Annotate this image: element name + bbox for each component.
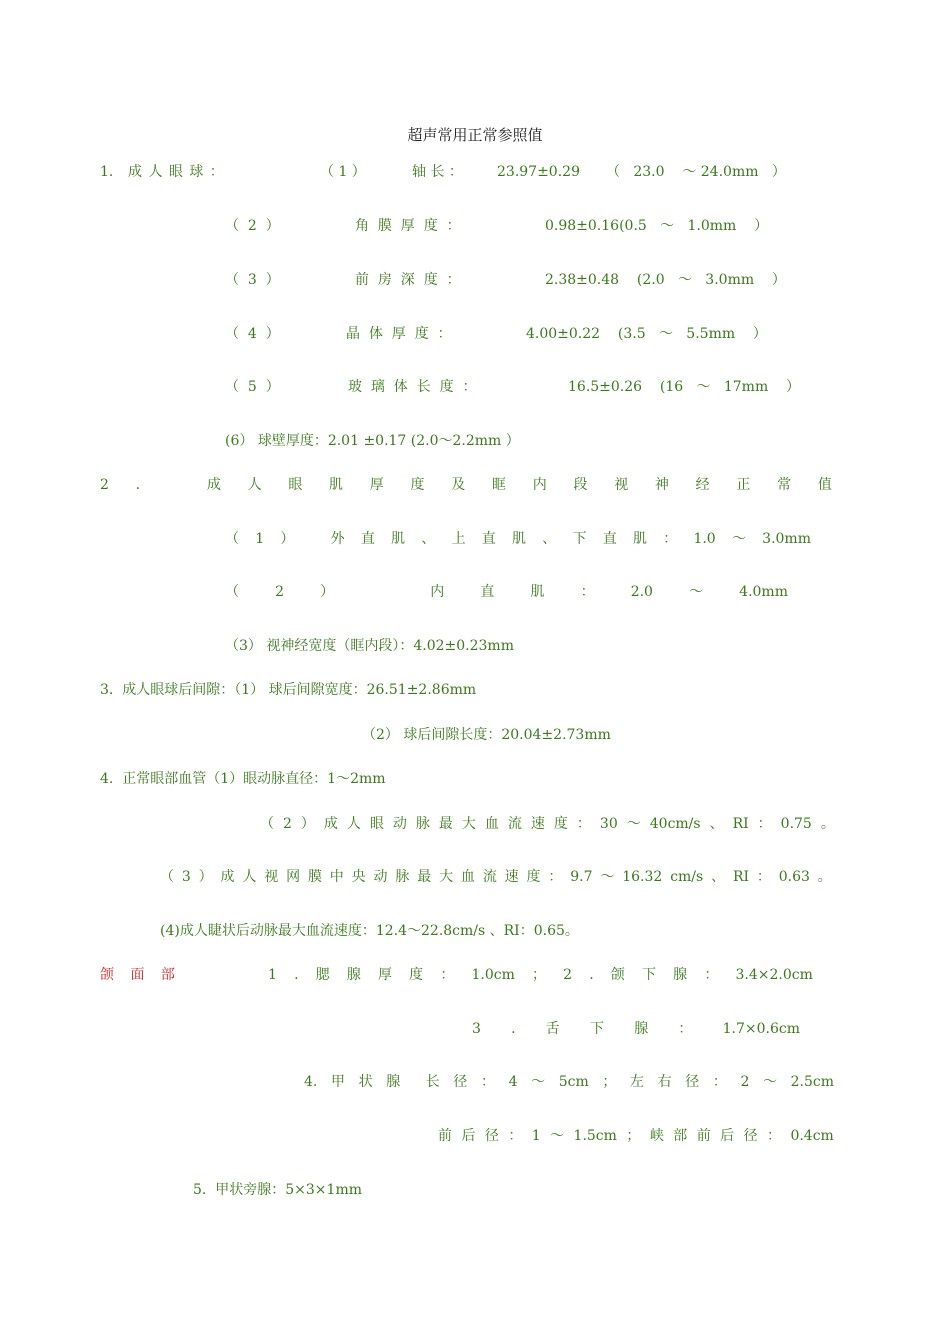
sec5-line1-token: ： [704, 967, 719, 983]
sec2-item1-token: 3.0mm [762, 531, 811, 547]
sec2-item2-token: 4.0mm [739, 584, 788, 600]
sec2-heading-char: 正 [736, 477, 751, 493]
sec1-item5-value: 16.5±0.26 (16 ～ 17mm ） [568, 379, 801, 395]
sec2-item2-token: 内 [430, 584, 445, 600]
sec4-line3-token: 血 [460, 869, 475, 885]
sec5-line1-token: ； [532, 967, 547, 983]
sec2-item1-token: 肌 [391, 531, 406, 547]
sec4-line2-token: ： [576, 816, 591, 832]
sec4-line3-token: 16.32 [622, 869, 663, 885]
sec5-line2-token: ： [678, 1021, 693, 1037]
sec5-line3-token: ： [712, 1074, 727, 1090]
sec4-line2-token: RI [732, 816, 749, 832]
sec5-line4-token: ～ [550, 1128, 565, 1144]
sec2-heading-char: 经 [695, 477, 710, 493]
sec4-line3-token: 速 [504, 869, 519, 885]
sec2-item1 [225, 529, 811, 549]
sec4-line2-token: ： [757, 816, 772, 832]
sec2-item2-token: ） [320, 584, 335, 600]
sec4-line2-token: 最 [438, 816, 453, 832]
sec4-line3-token: （ [160, 869, 174, 885]
sec5-line3-token: 长 [425, 1074, 440, 1090]
sec2-item1-token: 、 [542, 531, 557, 547]
sec1-item3-value: 2.38±0.48 (2.0 ～ 3.0mm ） [545, 272, 786, 288]
sec4-line3-token: 人 [242, 869, 257, 885]
sec4-line3-token: ： [548, 869, 563, 885]
sec5-line2-token: 1.7×0.6cm [722, 1021, 800, 1037]
sec2-item2-token: （ [225, 584, 239, 600]
sec4-line3-token: 动 [373, 869, 388, 885]
sec4-line2-token: 大 [461, 816, 476, 832]
sec4-line2-token: （ [260, 816, 274, 832]
sec5-line1-token: 1.0cm [471, 967, 515, 983]
sec4-line2-token: 脉 [415, 816, 430, 832]
sec5-line3-token: ～ [762, 1074, 777, 1090]
sec1-item3-index: （ 3 ） [225, 272, 280, 288]
sec4-line2-token: ～ [626, 816, 641, 832]
sec4-line1: 4. 正常眼部血管（1）眼动脉直径：1～2mm [100, 771, 386, 787]
sec2-item1-token: 肌 [512, 531, 527, 547]
sec5-line1-token: 度 [409, 967, 424, 983]
sec4-line3-token: 、 [711, 869, 726, 885]
sec4-line3-token: 膜 [307, 869, 322, 885]
sec1-item2-name: 角 膜 厚 度 ： [355, 218, 461, 234]
sec2-item1-token: 上 [451, 531, 466, 547]
sec1-number: 1. [100, 164, 114, 180]
sec4-line3-token: cm/s [670, 869, 704, 885]
sec4-line3-token: 0.63 [778, 869, 810, 885]
sec4-line2-token: 。 [820, 816, 835, 832]
sec4-line3-token: 脉 [395, 869, 410, 885]
sec3-line1: 3. 成人眼球后间隙：（1） 球后间隙宽度：26.51±2.86mm [100, 682, 477, 698]
sec5-line2-token: 腺 [634, 1021, 649, 1037]
sec2-heading-char: . [135, 477, 141, 493]
sec4-line3 [160, 867, 832, 887]
sec5-line3-token: 5cm [558, 1074, 589, 1090]
sec2-item2-token: ～ [689, 584, 704, 600]
sec4-line2-token: 速 [530, 816, 545, 832]
sec2-item3: （3） 视神经宽度（眶内段）：4.02±0.23mm [225, 638, 514, 654]
sec2-item2-token: 2 [275, 584, 285, 600]
sec2-item1-token: 1.0 [693, 531, 716, 547]
sec5-line1-token: . [294, 967, 299, 983]
sec5-line1-token: 腺 [346, 967, 361, 983]
sec4-line2-token: 0.75 [780, 816, 812, 832]
sec5-line1 [268, 965, 813, 985]
sec2-heading-char: 肌 [329, 477, 344, 493]
sec5-line1-token: 颌 [610, 967, 625, 983]
sec5-line4 [438, 1126, 834, 1146]
page-title: 超声常用正常参照值 [407, 126, 543, 144]
sec5-line1-token: 厚 [378, 967, 392, 983]
sec2-item1-token: 肌 [632, 531, 647, 547]
sec4-line3-token: RI [732, 869, 750, 885]
sec5-line4-token: 后 [461, 1128, 476, 1144]
sec5-line4-token: ： [767, 1128, 781, 1144]
sec4-line2-token: 人 [346, 816, 361, 832]
sec5-line3-token: 腺 [386, 1074, 401, 1090]
sec5-line1-token: . [589, 967, 594, 983]
sec2-item1-token: 直 [602, 531, 617, 547]
sec5-line4-token: 前 [438, 1128, 452, 1144]
sec4-line3-token: 大 [439, 869, 454, 885]
sec1-item2-index: （ 2 ） [225, 218, 280, 234]
sec1-item2-value: 0.98±0.16(0.5 ～ 1.0mm ） [545, 218, 769, 234]
sec4-line3-token: 度 [526, 869, 541, 885]
sec5-line1-token: 腺 [673, 967, 688, 983]
sec2-item1-token: 外 [330, 531, 345, 547]
sec5-line3-token: 2 [740, 1074, 750, 1090]
sec5-line4-token: 后 [720, 1128, 735, 1144]
sec5-line1-token: 腮 [315, 967, 330, 983]
sec5-line4-token: 1.5cm [573, 1128, 617, 1144]
sec4-line2-token: 动 [392, 816, 407, 832]
sec4-line2 [260, 814, 835, 834]
sec5-line4-token: 1 [531, 1128, 541, 1144]
sec5-line3-token: 甲 [330, 1074, 345, 1090]
sec2-item2-token: 直 [480, 584, 495, 600]
sec2-item1-token: ） [280, 531, 295, 547]
sec2-item1-token: ： [663, 531, 678, 547]
sec5-line3-token: 径 [453, 1074, 468, 1090]
sec5-line2-token: 下 [589, 1021, 604, 1037]
sec4-line3-token: ： [756, 869, 771, 885]
sec5-line2-token: . [511, 1021, 516, 1037]
sec2-item1-token: ～ [731, 531, 746, 547]
sec5-line4-token: 峡 [649, 1128, 664, 1144]
sec1-item1-name: 轴 长 ： [412, 164, 463, 180]
sec1-label: 成 人 眼 球 ： [128, 164, 225, 180]
sec5-line3-token: 右 [657, 1074, 672, 1090]
sec5-line1-token: ： [440, 967, 455, 983]
sec5-line1-token: 3.4×2.0cm [735, 967, 813, 983]
sec4-line2-token: ） [300, 816, 315, 832]
sec5-line5: 5. 甲状旁腺：5×3×1mm [193, 1182, 362, 1198]
sec2-item1-token: 、 [421, 531, 436, 547]
sec4-line2-token: 流 [507, 816, 522, 832]
sec2-heading-char: 2 [100, 477, 109, 493]
sec4-line2-token: 度 [553, 816, 568, 832]
sec4-line3-token: 流 [482, 869, 497, 885]
sec5-line4-token: ： [508, 1128, 523, 1144]
sec4-line3-token: 中 [329, 869, 344, 885]
sec5-line1-token: 1 [268, 967, 277, 983]
sec5-heading: 颌 面 部 [100, 967, 181, 983]
sec1-item1-range: （ 23.0 ～ 24.0mm ） [606, 164, 786, 180]
sec4-line2-token: 成 [323, 816, 338, 832]
sec2-item2-token: 肌 [530, 584, 545, 600]
sec4-line3-token: 央 [351, 869, 366, 885]
sec4-line3-token: 成 [220, 869, 235, 885]
sec5-line2-token: 3 [472, 1021, 481, 1037]
sec4-line3-token: 9.7 [570, 869, 593, 885]
sec2-heading-char: 眼 [288, 477, 303, 493]
sec5-line2-token: 舌 [545, 1021, 560, 1037]
sec2-heading [100, 475, 832, 495]
sec4-line2-token: 30 [599, 816, 618, 832]
sec4-line2-token: 40cm/s [649, 816, 701, 832]
sec4-line2-token: 血 [484, 816, 499, 832]
sec2-heading-char: 及 [451, 477, 466, 493]
sec2-heading-char: 神 [654, 477, 669, 493]
sec1-item4-index: （ 4 ） [225, 326, 280, 342]
sec5-line3-token: 4. [304, 1074, 318, 1090]
sec4-line3-token: ～ [600, 869, 615, 885]
sec5-line3-token: 径 [685, 1074, 700, 1090]
sec5-line3-token: ； [602, 1074, 617, 1090]
sec1-item6: (6） 球壁厚度：2.01 ±0.17 (2.0～2.2mm ） [225, 433, 520, 449]
sec2-heading-char: 内 [532, 477, 547, 493]
sec5-line4-token: ； [626, 1128, 641, 1144]
sec2-heading-char: 度 [410, 477, 425, 493]
sec2-item1-token: （ [225, 531, 239, 547]
sec2-item1-token: 直 [360, 531, 375, 547]
sec2-heading-char: 值 [817, 477, 832, 493]
sec4-line3-token: 3 [181, 869, 191, 885]
sec4-line2-token: 、 [709, 816, 724, 832]
sec2-item1-token: 1 [255, 531, 265, 547]
sec3-line2: （2） 球后间隙长度：20.04±2.73mm [362, 727, 611, 743]
sec2-heading-char: 厚 [369, 477, 384, 493]
sec5-line3-token: 2.5cm [790, 1074, 834, 1090]
sec1-item1-value: 23.97±0.29 [497, 164, 580, 180]
sec1-item1-index: （ 1 ） [320, 164, 366, 180]
sec2-heading-char: 人 [247, 477, 262, 493]
sec5-line2 [472, 1019, 800, 1039]
sec5-line3 [304, 1072, 834, 1092]
sec2-heading-char: 段 [573, 477, 588, 493]
sec4-line3-token: 最 [417, 869, 432, 885]
sec5-line4-token: 前 [696, 1128, 711, 1144]
sec1-item4-name: 晶 体 厚 度 ： [346, 326, 452, 342]
sec5-line3-token: 状 [358, 1074, 373, 1090]
sec5-line4-token: 径 [743, 1128, 758, 1144]
sec4-line3-token: 视 [264, 869, 279, 885]
sec1-item5-index: （ 5 ） [225, 379, 280, 395]
sec5-line1-token: 2 [563, 967, 573, 983]
sec2-heading-char: 成 [206, 477, 221, 493]
sec2-heading-char: 常 [777, 477, 792, 493]
sec5-line4-token: 径 [484, 1128, 499, 1144]
sec5-line4-token: 部 [673, 1128, 688, 1144]
sec2-item2-token: 2.0 [630, 584, 653, 600]
sec2-item1-token: 下 [572, 531, 587, 547]
sec5-line3-token: 4 [508, 1074, 518, 1090]
sec2-item1-token: 直 [481, 531, 496, 547]
sec4-line2-token: 2 [283, 816, 292, 832]
sec2-item2-token: ： [580, 584, 595, 600]
sec4-line3-token: 网 [286, 869, 301, 885]
sec5-line3-token: ～ [531, 1074, 546, 1090]
sec2-heading-char: 视 [614, 477, 629, 493]
sec5-line4-token: 0.4cm [790, 1128, 834, 1144]
sec4-line2-token: 眼 [369, 816, 384, 832]
sec1-item3-name: 前 房 深 度 ： [355, 272, 461, 288]
sec1-item4-value: 4.00±0.22 (3.5 ～ 5.5mm ） [526, 326, 767, 342]
sec5-line3-token: ： [481, 1074, 496, 1090]
sec2-item2 [225, 582, 788, 602]
sec5-line1-token: 下 [642, 967, 657, 983]
sec4-line4: (4)成人睫状后动脉最大血流速度：12.4～22.8cm/s 、RI：0.65。 [160, 923, 579, 939]
sec4-line3-token: 。 [817, 869, 832, 885]
sec4-line3-token: ） [198, 869, 213, 885]
sec2-heading-char: 眶 [491, 477, 506, 493]
sec1-item5-name: 玻 璃 体 长 度 ： [348, 379, 477, 395]
sec5-line3-token: 左 [630, 1074, 645, 1090]
